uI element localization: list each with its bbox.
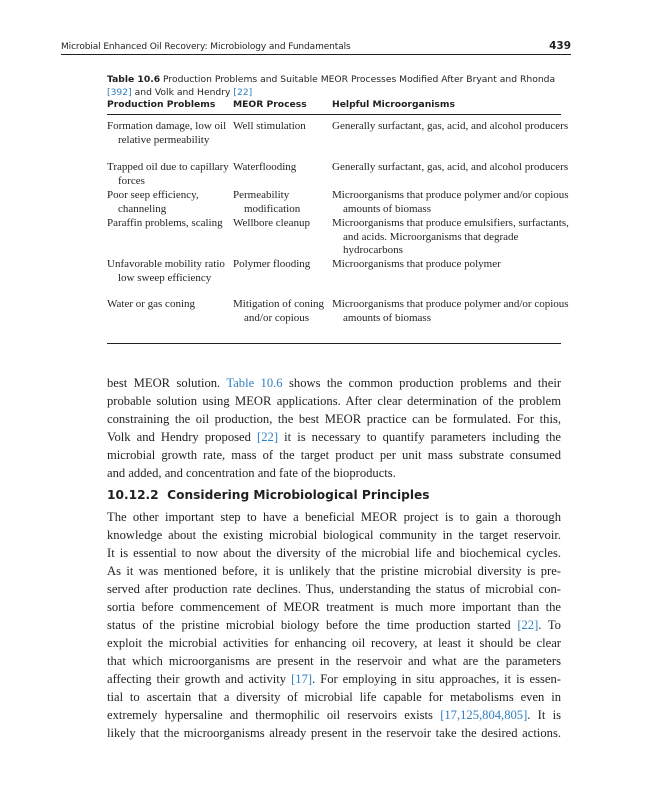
table-cell: Formation damage, low oil relative permeability: [107, 120, 227, 146]
table-link[interactable]: Table 10.6: [226, 376, 283, 390]
section-number: 10.12.2: [107, 488, 159, 502]
running-title: Microbial Enhanced Oil Recovery: Microbiology and Fundamentals: [61, 42, 351, 52]
text-line: and added, and concentration and fate of the bioproducts.: [107, 466, 396, 480]
text-line: The other important step to have a beneficial MEOR project is to gain a thorough: [107, 510, 561, 524]
text-line: tial to ascertain that a diversity of microbial life capable for metabolisms even in: [107, 690, 561, 704]
page-number: 439: [549, 40, 571, 52]
text-span: shows the common production problems and their: [289, 376, 562, 390]
table-cell: Paraffin problems, scaling: [107, 217, 223, 229]
text-line: As it was mentioned before, it is unlikely that the pristine microbial diversity is pre-: [107, 564, 561, 578]
table-cell: Poor seep efficiency, channeling: [107, 189, 199, 215]
section-title: Considering Microbiological Principles: [167, 488, 430, 502]
text-line: constraining the oil production, the best MEOR practice can be formulated. For this,: [107, 412, 561, 426]
body-paragraph: [107, 374, 561, 482]
text-line: knowledge about the existing microbial biological community in the target reservoir.: [107, 528, 561, 542]
table-label: Table 10.6: [107, 74, 161, 85]
table-cell: Permeability modification: [233, 189, 301, 215]
citation-link[interactable]: [22]: [517, 618, 539, 632]
column-header: Production Problems: [107, 99, 216, 110]
table-cell: Microorganisms that produce polymer and/or copious amounts of biomass: [332, 189, 569, 215]
table-header-rule: [107, 114, 561, 115]
table-cell: Trapped oil due to capillary forces: [107, 161, 229, 187]
text-line: [107, 706, 561, 724]
table-cell: Generally surfactant, gas, acid, and alcohol producers: [332, 161, 569, 173]
table-cell: Polymer flooding: [233, 258, 311, 270]
table-cell: Mitigation of coning and/or copious: [233, 298, 325, 324]
text-line: [107, 616, 561, 634]
citation-link[interactable]: [22]: [233, 87, 253, 98]
text-line: [107, 428, 561, 446]
table-cell: Water or gas coning: [107, 298, 195, 310]
text-line: It is essential to now about the diversity of the microbial life and biochemical cycles.: [107, 546, 561, 560]
body-paragraph: [107, 508, 561, 742]
text-line: likely that the microorganisms already present in the reservoir take the desired actions.: [107, 726, 561, 740]
running-header: [61, 40, 571, 54]
table-header: [107, 99, 561, 113]
text-span: Volk and Hendry proposed: [107, 430, 251, 444]
text-span: extremely hypersaline and thermophilic oil reservoirs exists: [107, 708, 433, 722]
table-caption-text: and Volk and Hendry: [134, 87, 231, 98]
citation-link[interactable]: [22]: [257, 430, 279, 444]
text-span: best MEOR solution.: [107, 376, 221, 390]
text-span: it is necessary to quantify parameters including the: [284, 430, 561, 444]
table-cell: Microorganisms that produce polymer and/or copious amounts of biomass: [332, 298, 569, 324]
table-cell: Generally surfactant, gas, acid, and alcohol producers: [332, 120, 569, 132]
table-cell: Wellbore cleanup: [233, 217, 310, 229]
table-cell: Waterflooding: [233, 161, 297, 173]
table-cell: Microorganisms that produce emulsifiers, surfactants, and acids. Microorganisms that degrade hydrocarbons: [332, 217, 569, 256]
column-header: Helpful Microorganisms: [332, 99, 455, 110]
header-rule: [61, 54, 571, 55]
text-span: status of the pristine microbial biology before the time production started: [107, 618, 511, 632]
text-span: . For employing in situ approaches, it is essen-: [312, 672, 561, 686]
section-heading: [107, 488, 561, 502]
text-line: [107, 374, 561, 392]
text-span: affecting their growth and activity: [107, 672, 287, 686]
citation-link[interactable]: [392]: [107, 87, 132, 98]
table-bottom-rule: [107, 343, 561, 344]
text-line: that which microorganisms are present in the reservoir and what are the parameters: [107, 654, 561, 668]
table-cell: Well stimulation: [233, 120, 306, 132]
citation-link[interactable]: [17]: [291, 672, 313, 686]
text-line: probable solution using MEOR applications. After clear determination of the problem: [107, 394, 561, 408]
table-caption-text: Production Problems and Suitable MEOR Processes Modified After Bryant and Rhonda: [163, 74, 556, 85]
column-header: MEOR Process: [233, 99, 307, 110]
text-line: sortia before commencement of MEOR treatment is much more important than the: [107, 600, 561, 614]
table-cell: Microorganisms that produce polymer: [332, 258, 501, 270]
text-span: . To: [538, 618, 561, 632]
table-caption: [107, 73, 567, 99]
citation-link[interactable]: [17,125,804,805]: [440, 708, 528, 722]
text-line: served after production rate declines. Thus, understanding the status of microbial con-: [107, 582, 561, 596]
text-span: . It is: [527, 708, 561, 722]
text-line: exploit the microbial activities for enhancing oil recovery, at least it should be clear: [107, 636, 561, 650]
table-cell: Unfavorable mobility ratio low sweep efficiency: [107, 258, 225, 284]
text-line: microbial growth rate, mass of the target product per unit mass substrate consumed: [107, 448, 561, 462]
text-line: [107, 670, 561, 688]
